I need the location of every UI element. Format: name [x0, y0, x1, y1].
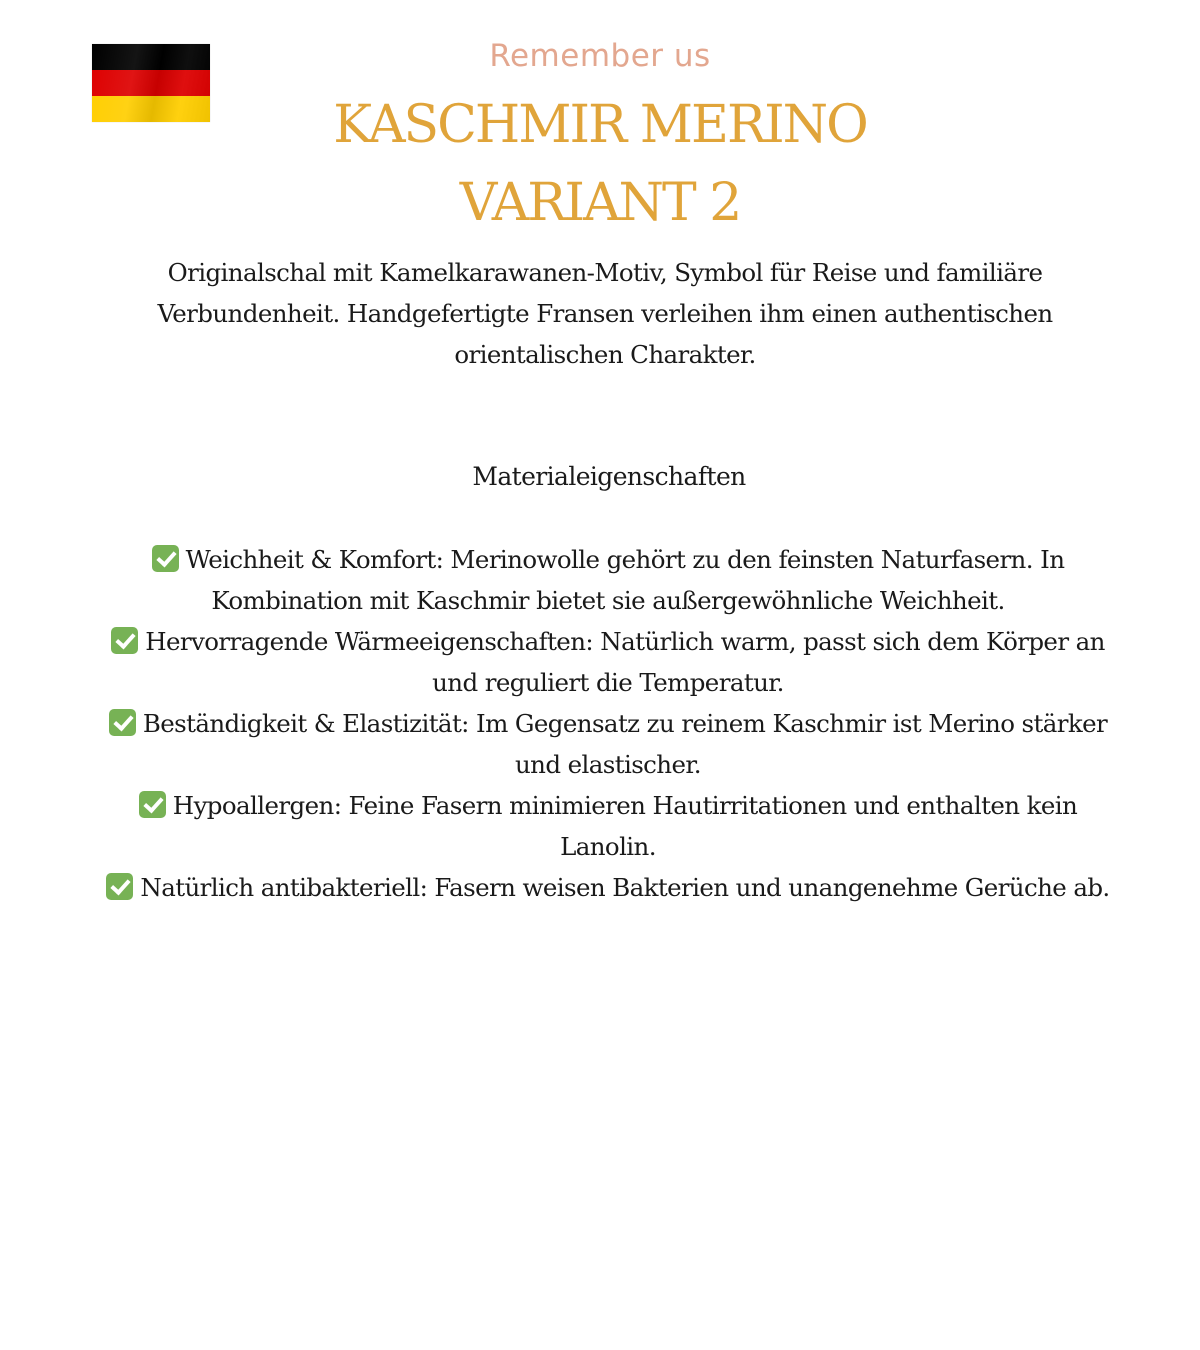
title-line-2: VARIANT 2 — [459, 173, 741, 233]
check-mark-icon — [109, 709, 136, 736]
property-text: Beständigkeit & Elastizität: Im Gegensatz zu reinem Kaschmir ist Merino stärker und elastischer. — [142, 709, 1108, 779]
list-item — [90, 703, 1126, 785]
check-mark-icon — [106, 873, 133, 900]
page-title — [0, 86, 1200, 242]
property-text: Natürlich antibakteriell: Fasern weisen Bakterien und unangenehme Gerüche ab. — [140, 873, 1110, 902]
property-text: Weichheit & Komfort: Merinowolle gehört zu den feinsten Naturfasern. In Kombination mit Kaschmir bietet sie außergewöhnliche Weichheit. — [185, 545, 1065, 615]
check-mark-icon — [111, 627, 138, 654]
tagline: Remember us — [489, 38, 711, 74]
title-line-1: KASCHMIR MERINO — [333, 95, 867, 155]
intro-description: Originalschal mit Kamelkarawanen-Motiv, Symbol für Reise und familiäre Verbundenheit. Handgefertigte Fransen verleihen ihm einen authentischen orientalischen Charakter. — [157, 258, 1053, 369]
list-item — [90, 539, 1126, 621]
property-text: Hypoallergen: Feine Fasern minimieren Hautirritationen und enthalten kein Lanolin. — [172, 791, 1078, 861]
check-mark-icon — [152, 545, 179, 572]
list-item — [90, 785, 1126, 867]
section-heading: Materialeigenschaften — [472, 462, 746, 491]
property-text: Hervorragende Wärmeeigenschaften: Natürlich warm, passt sich dem Körper an und reguliert die Temperatur. — [145, 627, 1105, 697]
list-item — [90, 867, 1126, 908]
list-item — [90, 621, 1126, 703]
check-mark-icon — [139, 791, 166, 818]
property-list — [90, 539, 1126, 908]
